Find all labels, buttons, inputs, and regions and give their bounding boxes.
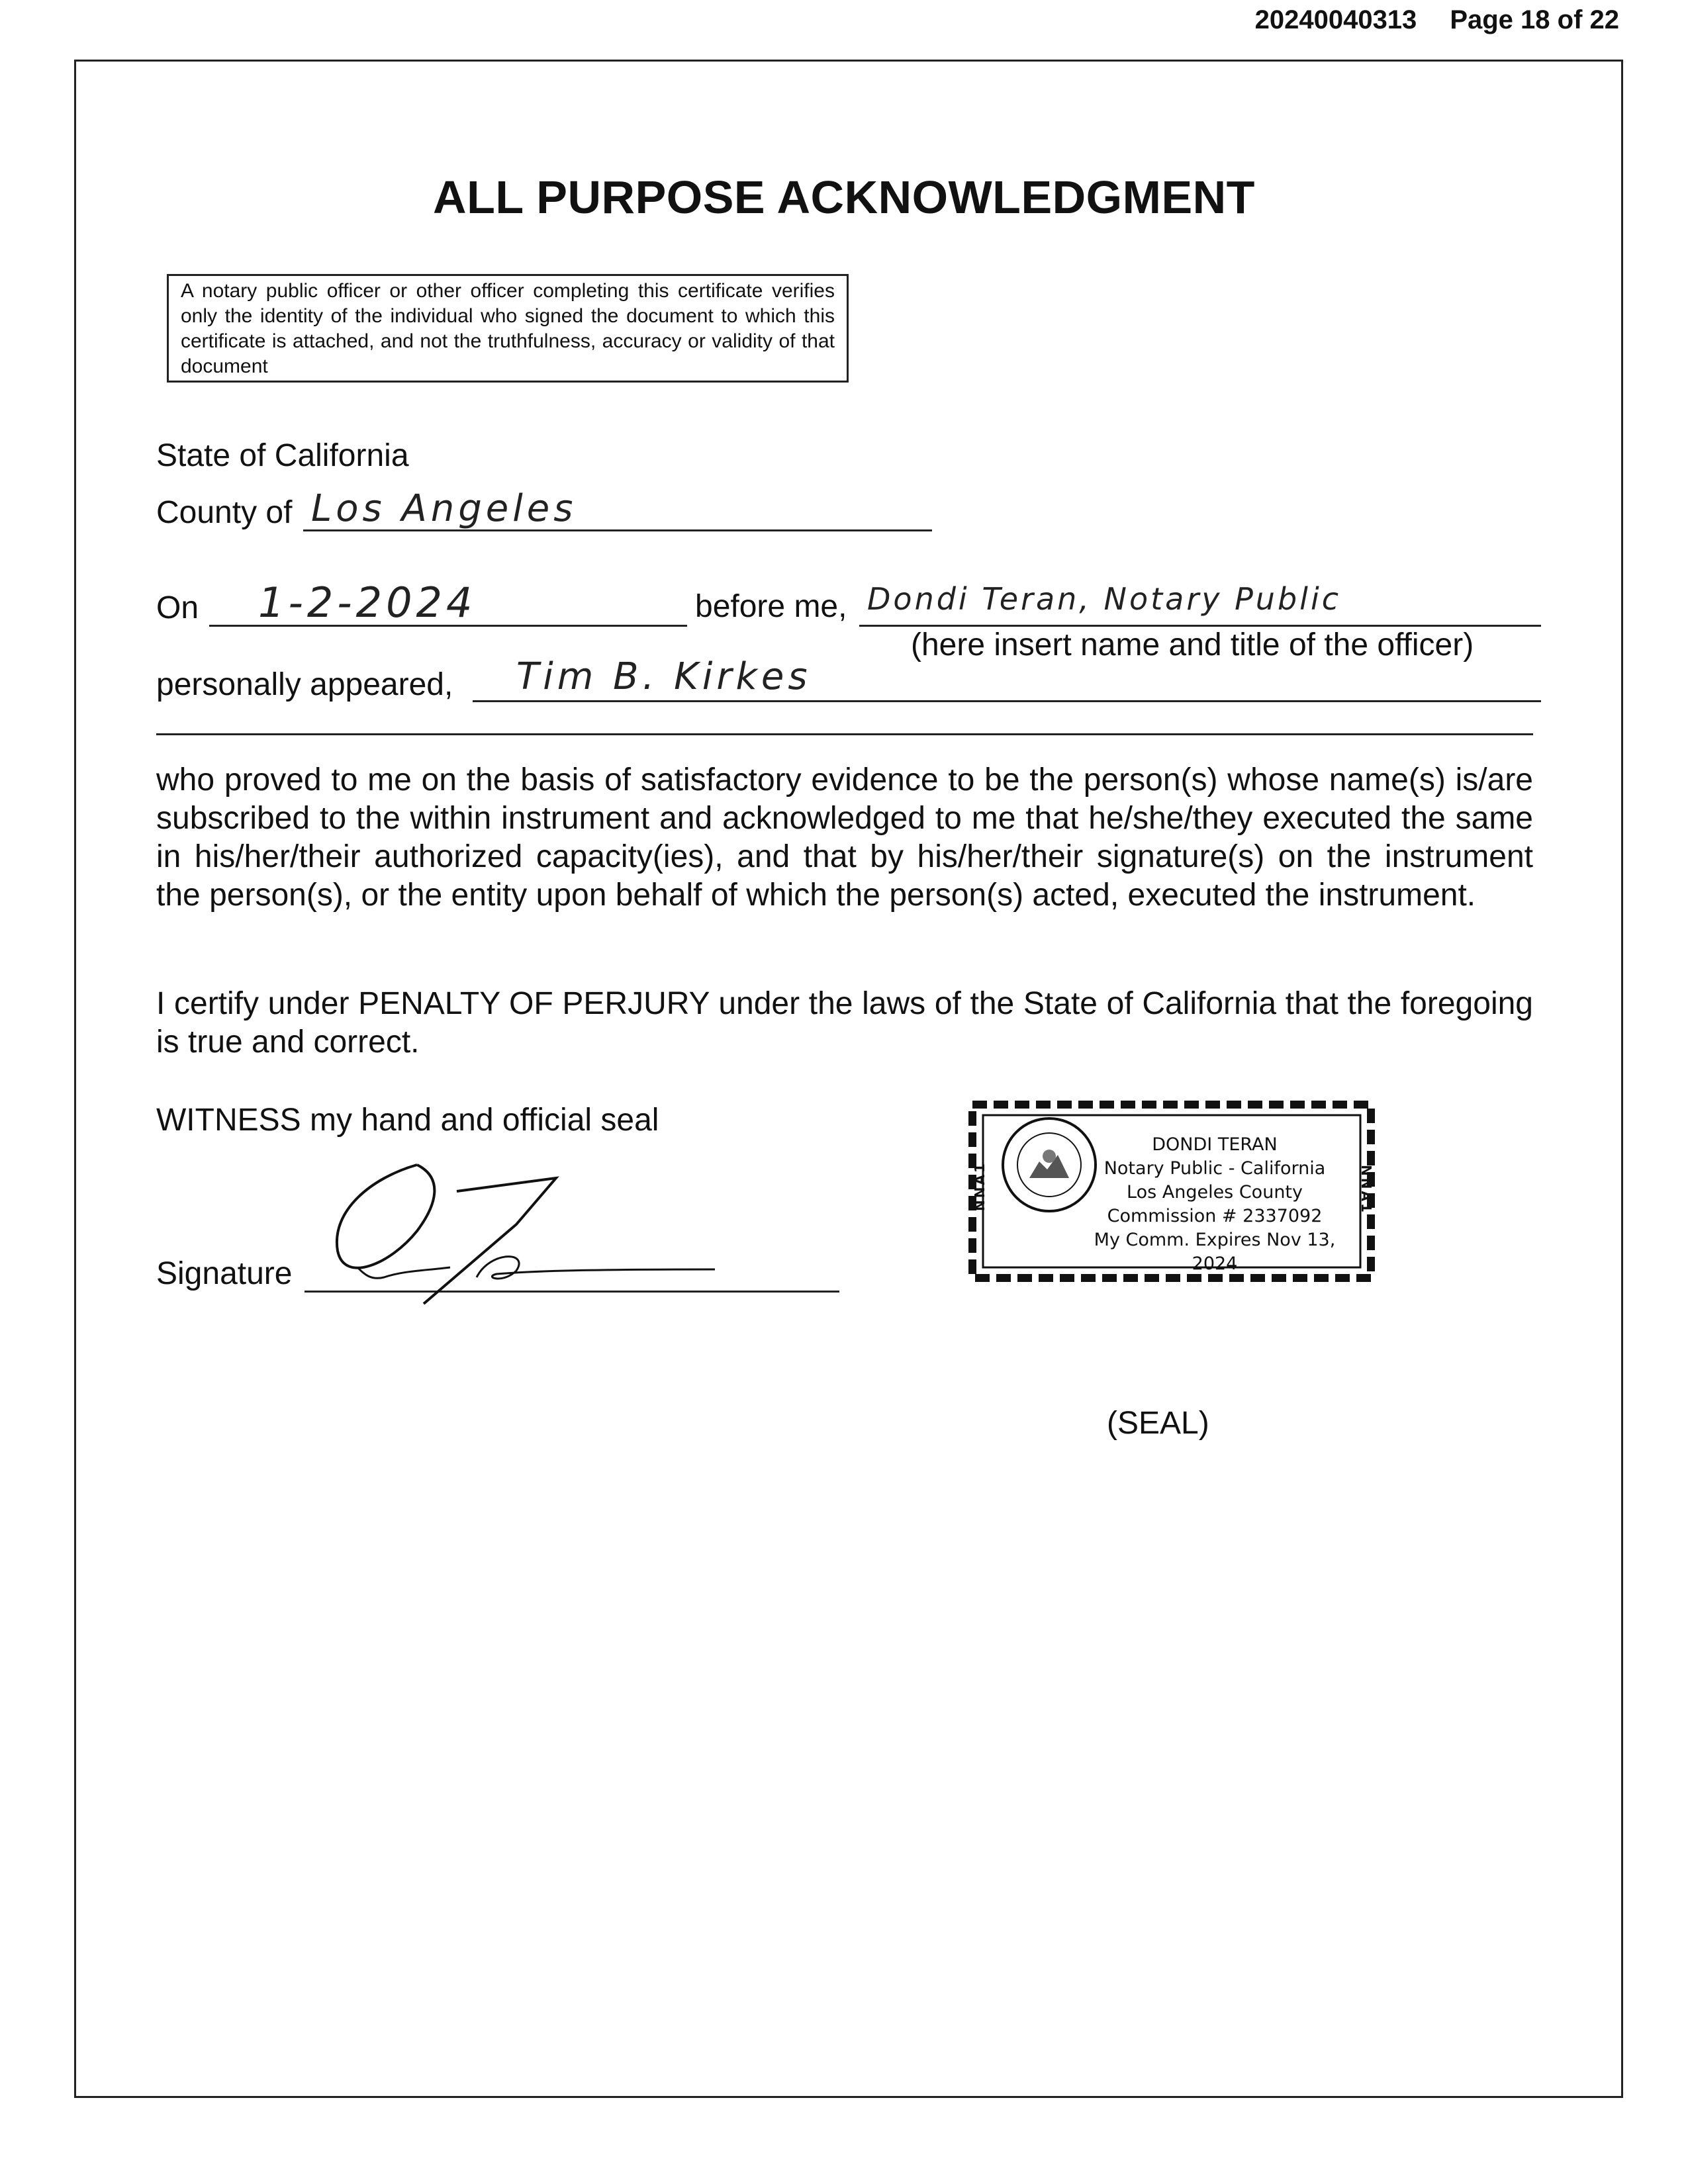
perjury-certification: I certify under PENALTY OF PERJURY under the laws of the State of California that the foregoing is true and correct. [156,986,1533,1060]
commission-expiry: My Comm. Expires Nov 13, 2024 [1094,1230,1336,1274]
notary-county: Los Angeles County [1127,1182,1303,1203]
notary-title: Notary Public - California [1103,1158,1326,1179]
page-title: ALL PURPOSE ACKNOWLEDGMENT [433,171,1255,223]
date-handwritten: 1-2-2024 [258,578,477,627]
witness-line: WITNESS my hand and official seal [156,1103,659,1138]
county-handwritten: Los Angeles [311,487,577,530]
appeared-line-2 [156,733,1533,735]
seal-text [1076,1133,1354,1276]
handwritten-signature [318,1152,741,1310]
acknowledgment-statement: who proved to me on the basis of satisfactory evidence to be the person(s) whose name(s) is/are subscribed to the within instrument and acknowledged to me that he/she/they executed the same in his/her/their authorized capacity(ies), and that by his/her/their signature(s) on the instrument the person(s), or the entity upon behalf of which the person(s) acted, executed the instrument. [156,762,1533,913]
disclaimer-box: A notary public officer or other officer completing this certificate verifies only the identity of the individual who signed the document to which this certificate is attached, and not the truthfulness, accuracy or validity of that document [167,274,849,383]
signature-label: Signature [156,1256,293,1291]
appeared-handwritten: Tim B. Kirkes [516,655,812,698]
officer-handwritten: Dondi Teran, Notary Public [867,581,1342,617]
seal-side-mark-left: NNA1 [972,1161,988,1211]
appeared-label: personally appeared, [156,667,453,702]
page-header [1255,5,1619,35]
state-label: State of California [156,438,409,473]
commission-number: Commission # 2337092 [1107,1206,1323,1226]
document-number: 20240040313 [1254,5,1417,34]
county-label: County of [156,495,293,530]
before-me-label: before me, [695,589,847,624]
on-label: On [156,590,199,625]
page-indicator: Page 18 of 22 [1450,5,1619,34]
seal-side-mark-right: NNA1 [1358,1165,1374,1214]
appeared-line [473,700,1541,702]
seal-caption: (SEAL) [1107,1406,1209,1441]
notary-name: DONDI TERAN [1152,1134,1278,1155]
officer-hint: (here insert name and title of the officer) [911,627,1474,662]
